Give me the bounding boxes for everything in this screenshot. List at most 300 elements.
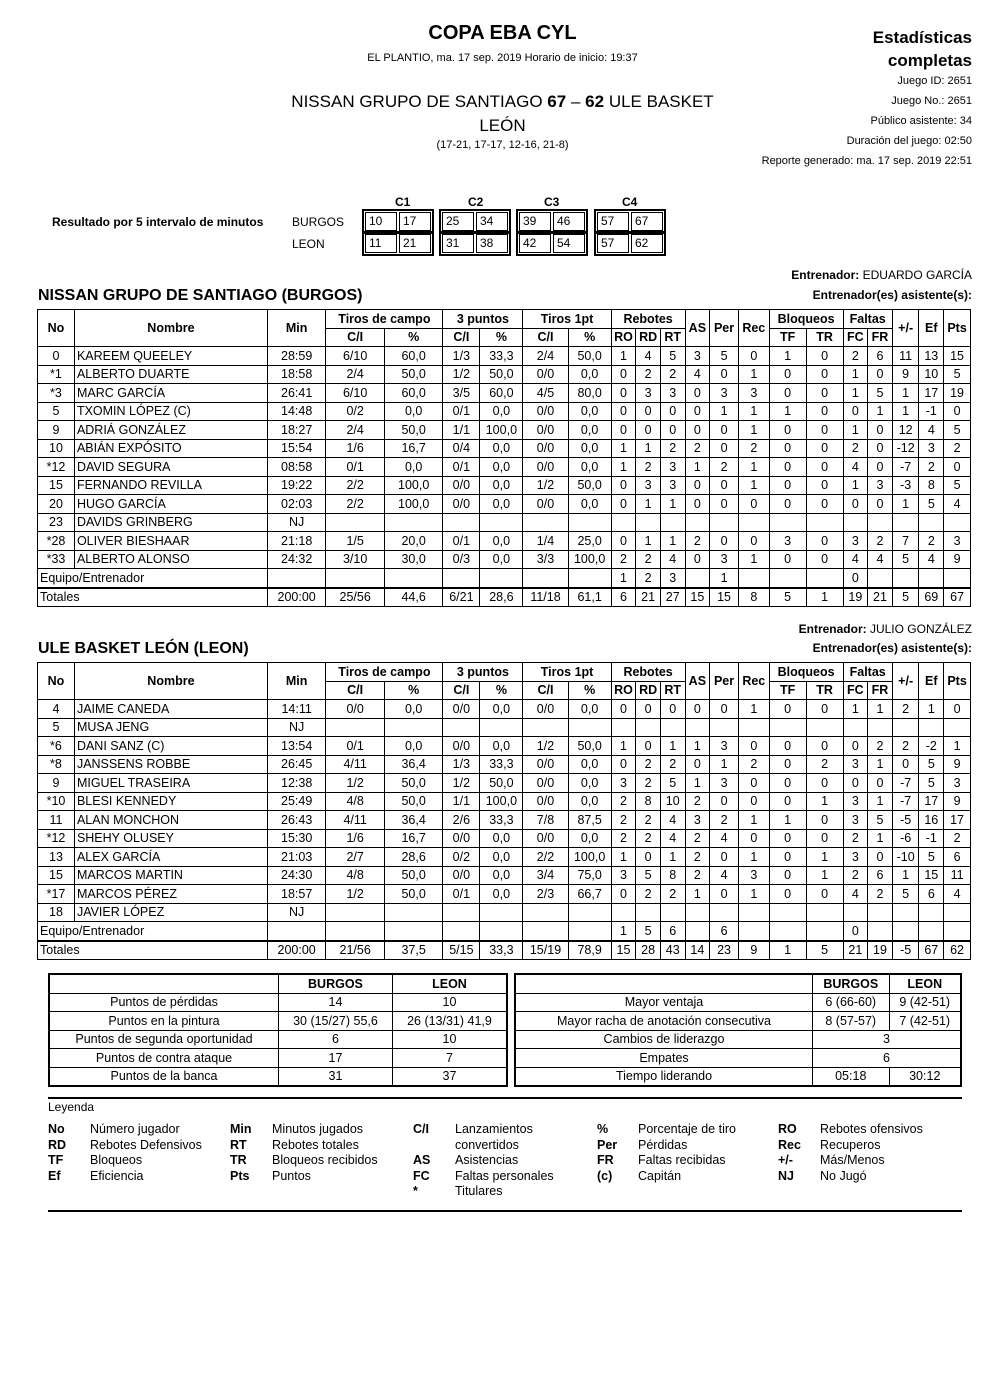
stat-cell: 0 (868, 439, 893, 458)
sum-header: LEON (889, 974, 961, 993)
col-bloqueos: Bloqueos (769, 663, 843, 682)
player-name: JAVIER LÓPEZ (74, 903, 267, 922)
empty-cell (738, 718, 769, 737)
stat-cell (523, 569, 568, 588)
total-cell: 200:00 (267, 588, 326, 607)
col-pts: Pts (944, 310, 971, 347)
stat-cell: 15:30 (267, 829, 326, 848)
stat-cell: 5 (944, 421, 971, 440)
stat-cell: 0 (806, 532, 843, 551)
empty-cell (611, 903, 636, 922)
stat-cell: 3 (843, 532, 868, 551)
stat-cell: 2 (685, 439, 710, 458)
stat-cell: 3 (710, 774, 739, 793)
stat-cell: 2 (868, 885, 893, 904)
stat-cell: 3 (710, 737, 739, 756)
stat-cell: 1 (660, 737, 685, 756)
sum-label: Tiempo liderando (515, 1067, 813, 1086)
empty-cell (892, 903, 919, 922)
legend-desc: Pérdidas (638, 1137, 688, 1152)
stat-cell: 0/0 (443, 476, 480, 495)
stat-cell: 4 (843, 550, 868, 569)
sum-blank (515, 974, 813, 993)
interval-score: 57 (597, 212, 629, 231)
legend-desc: Puntos (272, 1168, 311, 1183)
stat-cell: 0/1 (443, 532, 480, 551)
stat-cell: 0,0 (568, 439, 611, 458)
col-ef: Ef (919, 310, 944, 347)
stat-cell (523, 922, 568, 941)
stat-cell (384, 569, 443, 588)
stat-cell: 0,0 (480, 439, 523, 458)
stat-cell: 0 (660, 402, 685, 421)
stat-cell: 0/1 (326, 737, 385, 756)
interval-box (439, 231, 511, 256)
stat-cell: 0 (685, 402, 710, 421)
empty-cell (326, 513, 385, 532)
stat-cell: 0 (806, 458, 843, 477)
stat-cell: 2/2 (326, 476, 385, 495)
stat-cell: 0 (769, 458, 806, 477)
stat-cell: 0,0 (480, 458, 523, 477)
sum-label: Mayor ventaja (515, 993, 813, 1012)
stat-cell: 3 (636, 384, 661, 403)
sum-label: Puntos en la pintura (49, 1012, 279, 1031)
stat-cell: 1 (738, 402, 769, 421)
col-sub: RT (660, 681, 685, 700)
stat-cell: 1 (710, 755, 739, 774)
stat-cell: 0 (611, 495, 636, 514)
player-row (38, 532, 971, 551)
col-plus-minus: +/- (892, 663, 919, 700)
stat-cell: 1 (710, 569, 739, 588)
empty-cell (806, 718, 843, 737)
total-cell: 5 (769, 588, 806, 607)
stat-cell: 0 (868, 495, 893, 514)
stat-cell: 1/5 (326, 532, 385, 551)
total-cell: 5 (892, 588, 919, 607)
total-cell: 62 (944, 941, 971, 960)
stat-cell: 26:43 (267, 811, 326, 830)
legend-item (597, 1122, 777, 1138)
legend-desc: Bloqueos (90, 1153, 143, 1167)
stat-cell: 0/0 (523, 829, 568, 848)
stat-cell: 0 (685, 550, 710, 569)
stat-cell: 2 (636, 755, 661, 774)
sum-value: 05:18 (813, 1067, 890, 1086)
stat-cell: *6 (38, 737, 75, 756)
stat-cell (568, 922, 611, 941)
stat-cell: 26:41 (267, 384, 326, 403)
legend-item (48, 1122, 228, 1138)
interval-team: BURGOS (292, 215, 345, 229)
stat-cell: 60,0 (384, 384, 443, 403)
total-cell: 21 (636, 588, 661, 607)
stat-cell: 3/3 (523, 550, 568, 569)
stat-cell: 0 (769, 439, 806, 458)
stat-cell: 0 (710, 792, 739, 811)
total-cell: 67 (919, 941, 944, 960)
stat-cell: 4 (868, 550, 893, 569)
team-label: Equipo/Entrenador (38, 569, 268, 588)
away-box-score (37, 662, 971, 960)
legend-key: +/- (778, 1153, 793, 1167)
stat-cell: 16 (919, 811, 944, 830)
stat-cell: 50,0 (384, 774, 443, 793)
player-no: 5 (38, 718, 75, 737)
stat-cell (568, 569, 611, 588)
legend-item (48, 1169, 228, 1185)
stat-cell: 0 (38, 347, 75, 366)
sum-value: 6 (66-60) (813, 993, 890, 1012)
empty-cell (443, 718, 480, 737)
game-duration: Duración del juego: 02:50 (846, 135, 972, 147)
stat-cell: 0,0 (480, 550, 523, 569)
legend-desc: Número jugador (90, 1122, 180, 1136)
stat-cell: 5 (919, 848, 944, 867)
stat-cell: 0 (611, 885, 636, 904)
col-sub: RD (636, 681, 661, 700)
total-cell: 43 (660, 941, 685, 960)
stat-cell: 0 (769, 495, 806, 514)
stat-cell: 2 (806, 755, 843, 774)
stat-cell: 1 (738, 458, 769, 477)
stat-cell: 4/11 (326, 755, 385, 774)
stat-cell: 1 (843, 384, 868, 403)
stat-cell: 5 (660, 347, 685, 366)
stat-cell: 19 (944, 384, 971, 403)
stat-cell: 0 (806, 402, 843, 421)
stat-cell: 0,0 (568, 755, 611, 774)
total-cell: 11/18 (523, 588, 568, 607)
player-row (38, 550, 971, 569)
legend-item (230, 1122, 410, 1138)
stat-cell: -7 (892, 792, 919, 811)
stat-cell: 1 (636, 439, 661, 458)
stat-cell: 0 (868, 421, 893, 440)
stat-cell: 5 (636, 922, 661, 941)
stat-cell: 1 (738, 811, 769, 830)
player-min: NJ (267, 903, 326, 922)
stat-cell: 0/0 (523, 700, 568, 719)
stat-cell: 0 (769, 421, 806, 440)
stat-cell: 13 (919, 347, 944, 366)
stat-cell: 0,0 (480, 532, 523, 551)
stat-cell: 0 (944, 700, 971, 719)
stat-cell: 3 (769, 532, 806, 551)
stat-cell: 16,7 (384, 439, 443, 458)
stat-cell: 0,0 (568, 495, 611, 514)
stat-cell: 4 (919, 421, 944, 440)
stat-cell: 6 (710, 922, 739, 941)
stat-cell: 0 (769, 737, 806, 756)
legend-key: AS (413, 1153, 431, 1167)
total-cell: 27 (660, 588, 685, 607)
stat-cell: 1 (944, 737, 971, 756)
total-cell: 78,9 (568, 941, 611, 960)
player-row (38, 903, 971, 922)
stat-cell: 6 (660, 922, 685, 941)
stat-cell: 1 (660, 495, 685, 514)
stat-cell: 2 (738, 755, 769, 774)
stat-cell: 1 (636, 532, 661, 551)
stat-cell: -1 (919, 402, 944, 421)
stat-cell: -7 (892, 774, 919, 793)
total-cell: 15 (611, 941, 636, 960)
total-cell: 8 (738, 588, 769, 607)
empty-cell (685, 718, 710, 737)
period-scores: (17-21, 17-17, 12-16, 21-8) (436, 139, 569, 151)
legend-item (230, 1169, 410, 1185)
stat-cell: 28:59 (267, 347, 326, 366)
stat-cell: 4/11 (326, 811, 385, 830)
stat-cell: 8 (660, 866, 685, 885)
stat-cell: 2 (636, 885, 661, 904)
interval-score: 17 (399, 212, 431, 231)
stat-cell: 0,0 (568, 365, 611, 384)
stat-cell: 3 (868, 476, 893, 495)
legend-key: % (597, 1122, 609, 1136)
empty-cell (480, 718, 523, 737)
stat-cell: 4 (660, 811, 685, 830)
player-row (38, 439, 971, 458)
stat-cell: 0 (868, 848, 893, 867)
stat-cell: 4 (636, 347, 661, 366)
legend-item (413, 1184, 593, 1200)
interval-score: 46 (553, 212, 585, 231)
stat-cell: 0 (806, 550, 843, 569)
legend-desc: Asistencias (455, 1153, 519, 1167)
empty-cell (769, 513, 806, 532)
stat-cell: 1/1 (443, 421, 480, 440)
stat-cell (806, 569, 843, 588)
col-as: AS (685, 663, 710, 700)
stat-cell: 1 (738, 550, 769, 569)
stat-cell: 7/8 (523, 811, 568, 830)
legend-item (413, 1169, 593, 1185)
sum-row (515, 993, 961, 1012)
total-cell: 19 (843, 588, 868, 607)
stat-cell: 2 (843, 347, 868, 366)
empty-cell (326, 718, 385, 737)
col-ef: Ef (919, 663, 944, 700)
stat-cell: 0 (636, 848, 661, 867)
stat-cell: 0 (660, 700, 685, 719)
col-sub: % (568, 681, 611, 700)
stat-cell: 5 (892, 885, 919, 904)
away-score: 62 (585, 92, 605, 111)
total-cell: 15/19 (523, 941, 568, 960)
stat-cell: 2 (892, 700, 919, 719)
sum-value: 7 (42-51) (889, 1012, 961, 1031)
empty-cell (868, 903, 893, 922)
col-sub: RD (636, 328, 661, 347)
interval-score: 54 (553, 234, 585, 253)
totals-label: Totales (38, 941, 268, 960)
player-no: 18 (38, 903, 75, 922)
stat-cell: 1 (769, 402, 806, 421)
player-row (38, 718, 971, 737)
legend-item (230, 1138, 410, 1154)
stat-cell: 4 (685, 365, 710, 384)
col-sub: % (480, 681, 523, 700)
stat-cell (769, 569, 806, 588)
col-sub: RO (611, 328, 636, 347)
stat-cell: 1 (660, 848, 685, 867)
stat-cell (868, 922, 893, 941)
divider (48, 1210, 962, 1212)
stat-cell: 33,3 (480, 347, 523, 366)
stat-cell: 3/5 (443, 384, 480, 403)
stat-cell: 17 (919, 384, 944, 403)
player-name: MUSA JENG (74, 718, 267, 737)
col-sub: FR (868, 681, 893, 700)
stat-cell: 5 (868, 384, 893, 403)
stat-cell: 0 (738, 774, 769, 793)
stat-cell: 10 (660, 792, 685, 811)
legend-desc: Minutos jugados (272, 1122, 364, 1136)
stat-cell: 3 (611, 866, 636, 885)
stat-cell: 21:18 (267, 532, 326, 551)
stat-cell: 1/2 (326, 885, 385, 904)
stat-cell: 0/0 (523, 365, 568, 384)
stat-cell: 3 (738, 866, 769, 885)
intervals-label: Resultado por 5 intervalo de minutos (52, 215, 264, 229)
stat-cell: 1/2 (443, 774, 480, 793)
empty-cell (769, 903, 806, 922)
legend-item (597, 1153, 777, 1169)
stat-cell (267, 922, 326, 941)
stat-cell: 2 (660, 755, 685, 774)
stat-cell (685, 569, 710, 588)
player-row (38, 866, 971, 885)
player-row (38, 402, 971, 421)
stat-cell: 5 (919, 774, 944, 793)
stats-title-line2: completas (887, 51, 972, 70)
stat-cell: 1 (769, 347, 806, 366)
stat-cell: 2 (738, 439, 769, 458)
attendance: Público asistente: 34 (870, 115, 972, 127)
stat-cell: 11 (38, 811, 75, 830)
stats-title-line1: Estadísticas (872, 28, 972, 47)
stat-cell: 0 (843, 922, 868, 941)
stat-cell: 0,0 (480, 848, 523, 867)
total-cell: 1 (806, 588, 843, 607)
stat-cell: 2 (636, 550, 661, 569)
sum-row (49, 1067, 507, 1086)
stat-cell: 5 (660, 774, 685, 793)
stat-cell: 0,0 (384, 402, 443, 421)
stat-cell: 1/2 (326, 774, 385, 793)
stat-cell: 50,0 (480, 365, 523, 384)
stat-cell: 66,7 (568, 885, 611, 904)
stat-cell: 0 (868, 774, 893, 793)
stat-cell: 2 (944, 829, 971, 848)
stat-cell: 0 (843, 569, 868, 588)
stat-cell: 0 (806, 811, 843, 830)
stat-cell: 0 (806, 421, 843, 440)
stat-cell: 0/1 (443, 402, 480, 421)
stat-cell: *12 (38, 829, 75, 848)
player-row (38, 885, 971, 904)
sum-value: 17 (279, 1049, 393, 1068)
sum-value: 9 (42-51) (889, 993, 961, 1012)
stat-cell: 5 (919, 495, 944, 514)
stat-cell: 0 (660, 421, 685, 440)
stat-cell: 0/0 (523, 495, 568, 514)
stat-cell: 1/6 (326, 829, 385, 848)
legend-title: Leyenda (48, 1100, 95, 1114)
legend-desc: Faltas personales (455, 1168, 554, 1183)
stat-cell: 4/8 (326, 866, 385, 885)
stat-cell: 0 (769, 700, 806, 719)
interval-team: LEON (292, 237, 325, 251)
sum-label: Puntos de pérdidas (49, 993, 279, 1012)
stat-cell: 1 (738, 476, 769, 495)
sum-header: BURGOS (813, 974, 890, 993)
stat-cell: -5 (892, 811, 919, 830)
col-nombre: Nombre (74, 663, 267, 700)
interval-score: 39 (519, 212, 551, 231)
stat-cell: 0 (738, 532, 769, 551)
stat-cell: 26:45 (267, 755, 326, 774)
stat-cell: 0 (769, 792, 806, 811)
sum-label: Puntos de la banca (49, 1067, 279, 1086)
stat-cell: 4 (710, 829, 739, 848)
stat-cell: 0 (868, 458, 893, 477)
col-sub: FC (843, 328, 868, 347)
sum-value: 8 (57-57) (813, 1012, 890, 1031)
sum-label: Mayor racha de anotación consecutiva (515, 1012, 813, 1031)
stat-cell: 2 (685, 829, 710, 848)
stat-cell: 1 (806, 866, 843, 885)
empty-cell (769, 718, 806, 737)
player-name: FERNANDO REVILLA (74, 476, 267, 495)
col-rec: Rec (738, 663, 769, 700)
interval-score: 38 (476, 234, 508, 253)
col-no: No (38, 663, 75, 700)
empty-cell (685, 903, 710, 922)
col-sub: % (384, 328, 443, 347)
stat-cell (326, 922, 385, 941)
stat-cell: -2 (919, 737, 944, 756)
home-score: 67 (547, 92, 567, 111)
player-row (38, 737, 971, 756)
stat-cell: 3 (843, 755, 868, 774)
legend-item (597, 1138, 777, 1154)
stat-cell: 2/2 (326, 495, 385, 514)
summary-right (514, 973, 962, 1087)
stat-cell: 2 (868, 532, 893, 551)
empty-cell (710, 718, 739, 737)
stat-cell: 3 (843, 811, 868, 830)
stat-cell: 80,0 (568, 384, 611, 403)
away-team-title: ULE BASKET LEÓN (LEON) (38, 640, 249, 657)
stat-cell: 50,0 (384, 885, 443, 904)
total-cell: 61,1 (568, 588, 611, 607)
stat-cell: 15 (944, 347, 971, 366)
stat-cell: 4 (944, 495, 971, 514)
col-min: Min (267, 310, 326, 347)
stat-cell: 1 (738, 700, 769, 719)
totals-row (38, 588, 971, 607)
stat-cell: 20 (38, 495, 75, 514)
legend-item (778, 1153, 958, 1169)
stat-cell: 4 (843, 458, 868, 477)
stat-cell: 25:49 (267, 792, 326, 811)
stat-cell: 36,4 (384, 811, 443, 830)
col-bloqueos: Bloqueos (769, 310, 843, 329)
